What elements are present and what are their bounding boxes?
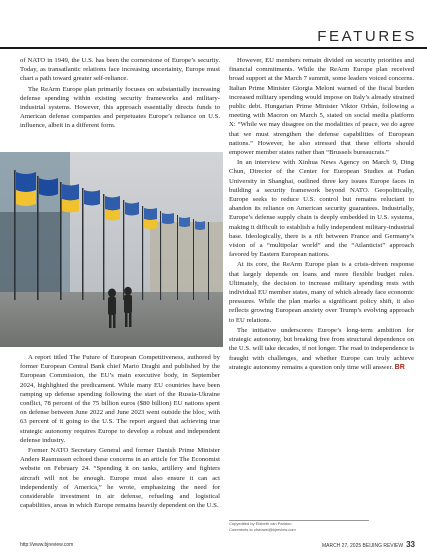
header-rule [0,47,427,49]
right-column [229,56,414,373]
paragraph: However, EU members remain divided on security priorities and financial commitments. While the ReArm Europe plan received broad support at the March 7 summit, some leaders voiced concerns. Italian Prime Minister Giorgia Meloni warned of the fiscal burden increased military spending would impose on Italy’s already strained public debt. Hungarian Prime Minister Viktor Orbán, following a meeting with Macron on March 5, stated on social media platform X: “While we may disagree on the modalities of peace, we do agree that we must strengthen the defense capabilities of European nations.” However, he also stressed that these efforts should empower member states rather than “Brussels bureaucrats.” [229,57,414,157]
paragraph: A report titled The Future of European Competitiveness, authored by former European Central Bank chief Mario Draghi and published by the European Commission, the EU’s main executive body, in September 2024, highlighted the predicament. While many EU countries have been ramping up defense spending following the start of the Russia-Ukraine conflict, 78 percent of the 75 billion euros ($80 billion) EU nations spent on defense between June 2022 and June 2023 went outside the bloc, with 63 percent of it going to the U.S. The report argued that achieving true strategic autonomy requires Europe to develop a robust and independent defense industry. [20,354,220,444]
comments-contact: Comments to zhaowei@bjreview.com [229,527,296,532]
left-column-bottom [20,353,220,511]
section-title: FEATURES [317,28,417,45]
paragraph: The ReArm Europe plan primarily focuses on substantially increasing defense spending within existing security frameworks and military-industrial systems. However, this approach essentially directs funds to American defense companies and perpetuates Europe’s reliance on U.S. influence, albeit in a different form. [20,85,220,130]
copyeditor-credit: Copyedited by Elsbeth van Paridon [229,521,292,526]
eu-flags-photo [0,152,223,347]
paragraph: In an interview with Xinhua News Agency on March 9, Ding Chun, Director of the Center for European Studies at Fudan University in Shanghai, outlined three key issues Europe faces in building a security framework beyond NATO. Geopolitically, Europe seeks to reduce U.S. control but remains reluctant to abandon its reliance on American security guarantees. Industrially, Europe’s defense supply chain is deeply embedded in U.S. systems, making it difficult to establish a fully independent military-industrial base. Ideologically, there is a rift between France and Germany’s vision of a “multipolar world” and the “Atlanticist” approach favored by Eastern European nations. [229,159,414,259]
final-paragraph-text: The initiative underscores Europe’s long-term ambition for strategic autonomy, but breaking free from structural dependence on the U.S. will take decades, if not longer. The road to independence is fraught with challenges, and whether Europe can truly achieve strategic autonomy remains a question only time will answer. [229,326,414,371]
paragraph [229,326,414,372]
issue-label: MARCH 27, 2025 BEIJING REVIEW [321,543,404,549]
left-column-top [20,56,220,132]
website-url: http://www.bjreview.com [20,542,74,548]
footer-issue [322,540,415,549]
flags-illustration [0,152,223,347]
paragraph: At its core, the ReArm Europe plan is a crisis-driven response that largely depends on loans and more flexible budget rules. Ultimately, the decision to increase military spending rests with individual EU member states, many of which already face economic pressures. While the plan marks a significant policy shift, it also reflects growing European anxiety over Trump’s evolving approach to EU relations. [229,261,414,324]
paragraph: Former NATO Secretary General and former Danish Prime Minister Anders Rasmussen echoed these concerns in an article for The Economist website on February 24. “Spending it on tanks, artillery and fighters aircraft will not be enough. Europe must also ensure it can act independently of America,” he wrote, emphasizing the need for considerable investment in air defense, refueling and logistical capabilities, areas in which Europe remains heavily dependent on the U.S. [20,447,220,510]
page-number: 33 [406,540,415,549]
paragraph: of NATO in 1949, the U.S. has been the cornerstone of Europe’s security. Today, as transatlantic relations face increasing uncertainty, Europe must chart a path toward greater self-reliance. [20,57,220,83]
page-header [0,0,427,50]
credits [229,520,369,533]
end-mark: BR [394,363,405,371]
